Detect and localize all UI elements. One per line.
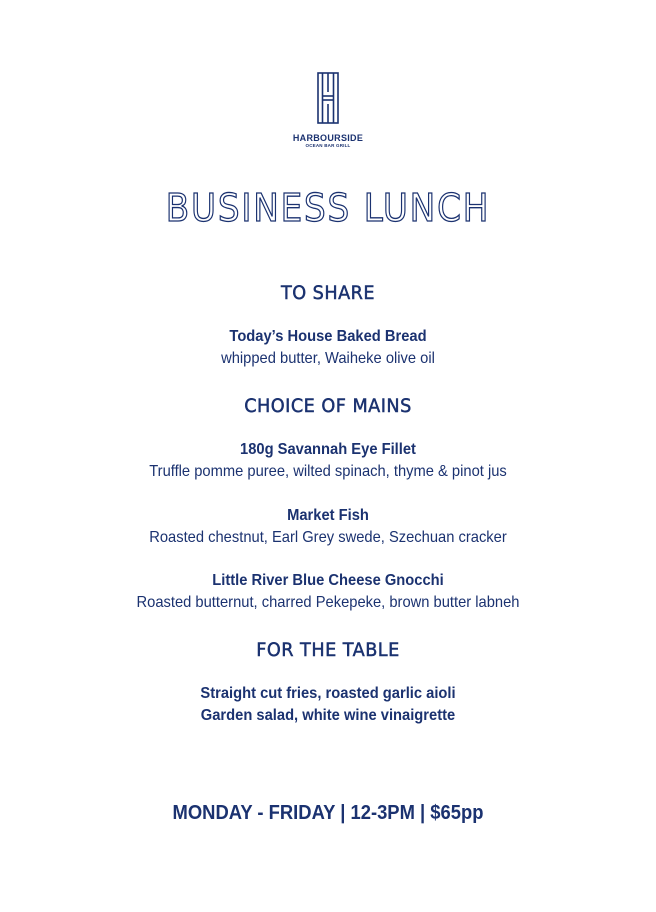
section-heading-share: TO SHARE bbox=[280, 282, 376, 304]
section-heading-mains: CHOICE OF MAINS bbox=[244, 395, 412, 417]
menu-title: BUSINESS LUNCH bbox=[165, 186, 491, 230]
dish-name: Market Fish bbox=[287, 507, 369, 524]
dish-name: Little River Blue Cheese Gnocchi bbox=[212, 572, 444, 589]
dish-name: Today’s House Baked Bread bbox=[229, 328, 427, 345]
h-monogram-icon bbox=[317, 72, 339, 124]
logo bbox=[0, 72, 656, 149]
dish-item bbox=[0, 326, 656, 370]
dish-item bbox=[0, 439, 656, 483]
section-heading-table: FOR THE TABLE bbox=[256, 639, 400, 661]
service-hours-price: MONDAY - FRIDAY | 12-3PM | $65pp bbox=[172, 802, 484, 824]
brand-name: HARBOURSIDE bbox=[292, 133, 364, 143]
dish-name: 180g Savannah Eye Fillet bbox=[240, 441, 416, 458]
dish-description: Truffle pomme puree, wilted spinach, thyme & pinot jus bbox=[149, 463, 507, 480]
brand-tagline: OCEAN BAR GRILL bbox=[305, 143, 351, 148]
dish-description: whipped butter, Waiheke olive oil bbox=[221, 350, 435, 367]
dish-description: Roasted butternut, charred Pekepeke, brown butter labneh bbox=[136, 594, 520, 611]
dish-description: Roasted chestnut, Earl Grey swede, Szechuan cracker bbox=[149, 529, 507, 546]
side-item: Garden salad, white wine vinaigrette bbox=[200, 707, 456, 724]
side-item: Straight cut fries, roasted garlic aioli bbox=[200, 685, 456, 702]
dish-item bbox=[0, 505, 656, 549]
dish-item bbox=[0, 570, 656, 614]
sides-list bbox=[0, 683, 656, 727]
